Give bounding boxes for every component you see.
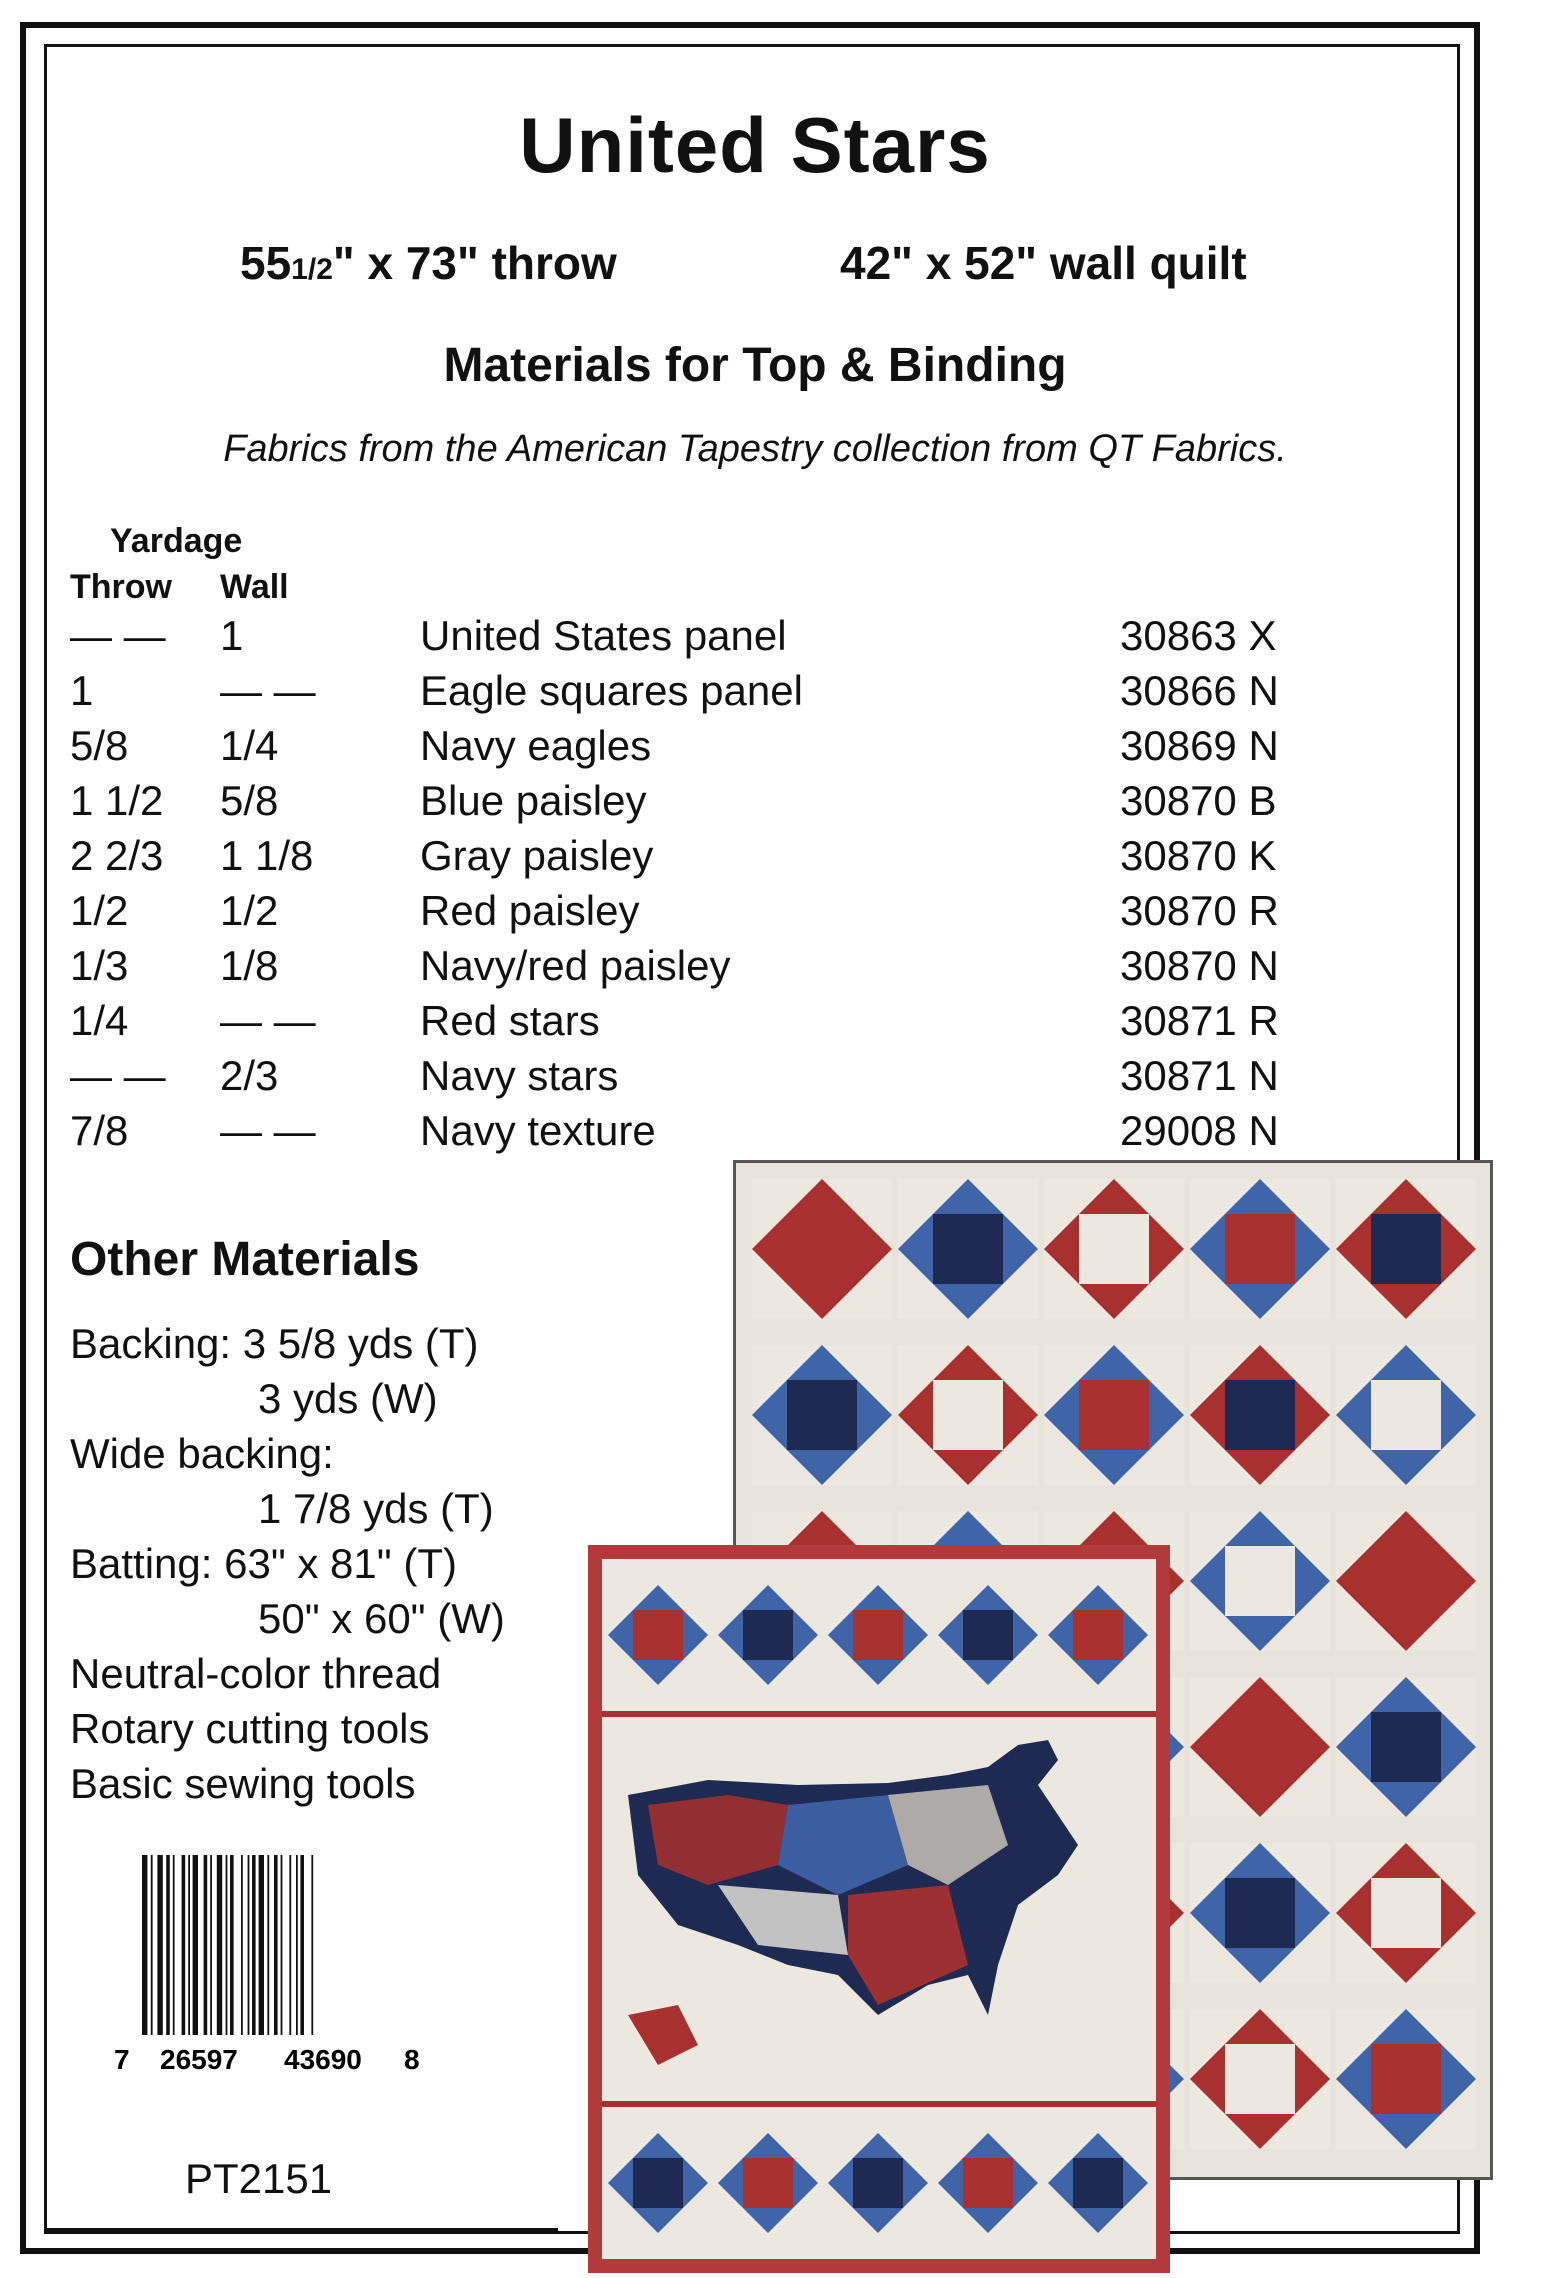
wall-yardage: 1/8 (220, 942, 279, 989)
star-block (1336, 2009, 1476, 2149)
barcode-digit-lead: 7 (114, 2044, 130, 2075)
star-block (938, 1585, 1038, 1685)
fabric-name: Gray paisley (420, 832, 654, 879)
throw-size (240, 236, 617, 290)
page-title: United Stars (519, 101, 991, 189)
wall-yardage: 1 1/8 (220, 832, 314, 879)
star-block (608, 2133, 708, 2233)
fabric-name: Navy/red paisley (420, 942, 731, 989)
star-block (1044, 1179, 1184, 1319)
fabric-name: Navy texture (420, 1107, 656, 1154)
wall-yardage: 1/4 (220, 722, 279, 769)
fabric-code: 30866 N (1120, 667, 1279, 714)
fabric-code: 30870 N (1120, 942, 1279, 989)
star-block (752, 1179, 892, 1319)
wall-quilt-pattern (588, 1545, 1170, 2273)
star-block (1190, 1677, 1330, 1817)
star-block (718, 1585, 818, 1685)
sewing-tools-line: Basic sewing tools (70, 1760, 416, 1807)
star-block (898, 1179, 1038, 1319)
table-row (70, 832, 1310, 887)
throw-yardage: 7/8 (70, 1107, 129, 1154)
throw-yardage: 1 (70, 667, 94, 714)
table-row (70, 942, 1310, 997)
materials-heading: Materials for Top & Binding (443, 339, 1067, 392)
fabric-name: Eagle squares panel (420, 667, 803, 714)
yardage-header: Yardage (110, 522, 243, 560)
throw-yardage: 1/4 (70, 997, 129, 1044)
fabric-code: 30863 X (1120, 612, 1277, 659)
batting-line: Batting: 63" x 81" (T) (70, 1540, 457, 1587)
backing-line: Backing: 3 5/8 yds (T) (70, 1320, 479, 1367)
table-row (70, 667, 1310, 722)
wall-yardage: 5/8 (220, 777, 279, 824)
barcode-digit-check: 8 (404, 2044, 420, 2075)
star-block (718, 2133, 818, 2233)
pattern-number: PT2151 (185, 2155, 333, 2202)
fabric-name: Red paisley (420, 887, 640, 934)
star-block (1048, 1585, 1148, 1685)
wall-yardage: — — (220, 667, 316, 714)
other-materials-heading: Other Materials (70, 1233, 420, 1286)
star-block (1190, 1179, 1330, 1319)
wall-quilt-image (588, 1545, 1170, 2273)
rotary-tools-line: Rotary cutting tools (70, 1705, 430, 1752)
table-row (70, 722, 1310, 777)
wall-column-header: Wall (220, 568, 289, 606)
wall-size: 42" x 52" wall quilt (840, 237, 1247, 289)
star-block (1190, 1843, 1330, 1983)
fabric-code: 30870 R (1120, 887, 1279, 934)
star-block (1336, 1179, 1476, 1319)
fabric-name: Navy stars (420, 1052, 619, 1099)
fabric-name: United States panel (420, 612, 787, 659)
bottom-rule (44, 2228, 558, 2233)
table-row (70, 997, 1310, 1052)
fabric-code: 30871 N (1120, 1052, 1279, 1099)
throw-size-suffix: " x 73" throw (332, 237, 617, 289)
star-block (1336, 1677, 1476, 1817)
table-row (70, 612, 1310, 667)
fabric-code: 30870 K (1120, 832, 1277, 879)
star-block (828, 2133, 928, 2233)
fabric-code: 29008 N (1120, 1107, 1279, 1154)
table-row (70, 777, 1310, 832)
star-block (1336, 1843, 1476, 1983)
barcode-digits-right: 43690 (284, 2044, 362, 2075)
throw-yardage: — — (70, 612, 166, 659)
throw-yardage: 1/3 (70, 942, 129, 989)
backing-wall-line: 3 yds (W) (258, 1375, 438, 1422)
table-row (70, 1052, 1310, 1107)
fabric-note: Fabrics from the American Tapestry collection from QT Fabrics. (223, 428, 1287, 470)
wall-yardage: — — (220, 1107, 316, 1154)
star-block (752, 1345, 892, 1485)
fabric-name: Red stars (420, 997, 600, 1044)
fabric-name: Blue paisley (420, 777, 647, 824)
star-block (1190, 2009, 1330, 2149)
throw-yardage: 1 1/2 (70, 777, 164, 824)
fabric-code: 30869 N (1120, 722, 1279, 769)
star-block (608, 1585, 708, 1685)
star-block (1190, 1511, 1330, 1651)
star-block (1044, 1345, 1184, 1485)
table-row (70, 1107, 1310, 1162)
star-block (828, 1585, 928, 1685)
star-block (1190, 1345, 1330, 1485)
wall-yardage: 2/3 (220, 1052, 279, 1099)
fabric-code: 30870 B (1120, 777, 1277, 824)
star-block (938, 2133, 1038, 2233)
throw-yardage: 1/2 (70, 887, 129, 934)
wall-yardage: — — (220, 997, 316, 1044)
thread-line: Neutral-color thread (70, 1650, 442, 1697)
throw-yardage: 2 2/3 (70, 832, 164, 879)
wide-backing-line: Wide backing: (70, 1430, 334, 1477)
throw-yardage: — — (70, 1052, 166, 1099)
barcode (112, 1855, 432, 2075)
star-block (898, 1345, 1038, 1485)
table-row (70, 887, 1310, 942)
throw-yardage: 5/8 (70, 722, 129, 769)
throw-size-prefix: 55 (240, 237, 292, 289)
throw-column-header: Throw (70, 568, 172, 606)
star-block (1336, 1511, 1476, 1651)
wall-yardage: 1/2 (220, 887, 279, 934)
batting-wall-line: 50" x 60" (W) (258, 1595, 505, 1642)
star-block (1048, 2133, 1148, 2233)
fabric-code: 30871 R (1120, 997, 1279, 1044)
barcode-digits-left: 26597 (160, 2044, 238, 2075)
throw-size-fraction: 1/2 (291, 253, 333, 286)
wall-yardage: 1 (220, 612, 244, 659)
fabric-name: Navy eagles (420, 722, 652, 769)
star-block (1336, 1345, 1476, 1485)
wide-backing-amount: 1 7/8 yds (T) (258, 1485, 494, 1532)
